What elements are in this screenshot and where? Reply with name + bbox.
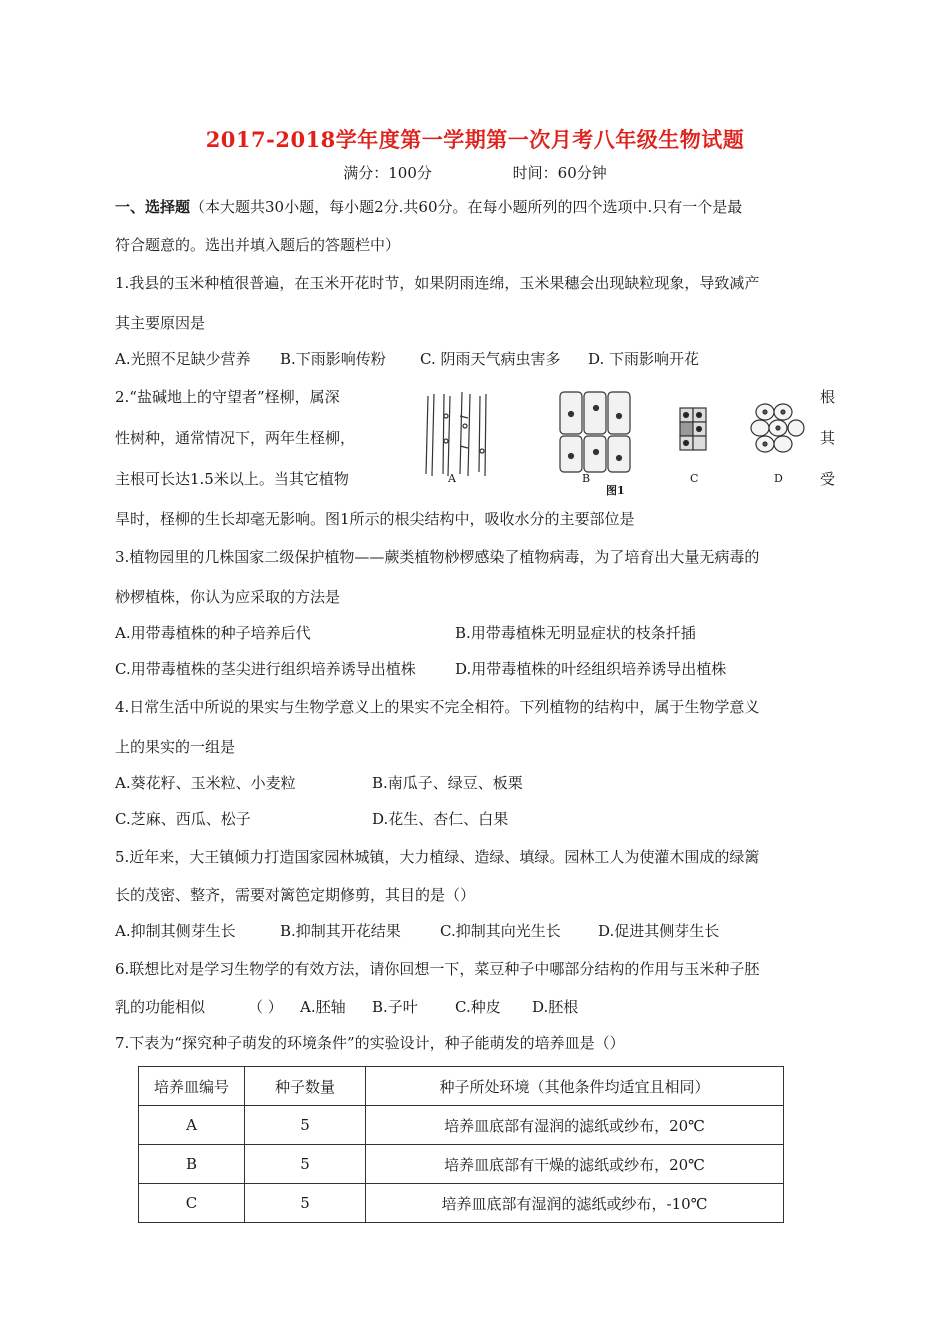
table-cell: 5	[245, 1145, 366, 1184]
q4-option-d: D.花生、杏仁、白果	[372, 810, 509, 828]
cell-diagram-a	[426, 392, 486, 476]
q6-option-a: A.胚轴	[300, 998, 346, 1016]
q5-stem-2: 长的茂密、整齐，需要对篱笆定期修剪，其目的是（）	[115, 886, 476, 904]
q6-option-b: B.子叶	[372, 998, 418, 1016]
q4-option-c: C.芝麻、西瓜、松子	[115, 810, 251, 828]
table-cell: A	[139, 1106, 245, 1145]
cell-diagram-c	[680, 408, 706, 450]
table-cell: 培养皿底部有湿润的滤纸或纱布，-10℃	[366, 1184, 784, 1223]
table-row	[139, 1145, 784, 1184]
q1-option-b: B.下雨影响传粉	[280, 350, 386, 368]
cell-diagram-b	[560, 392, 630, 472]
table-row	[139, 1184, 784, 1223]
q3-option-a: A.用带毒植株的种子培养后代	[115, 624, 311, 642]
table-cell: 5	[245, 1106, 366, 1145]
q3-option-b: B.用带毒植株无明显症状的枝条扦插	[455, 624, 696, 642]
q3-stem-2: 桫椤植株，你认为应采取的方法是	[115, 588, 341, 606]
q3-option-d: D.用带毒植株的叶经组织培养诱导出植株	[455, 660, 727, 678]
table-cell: 培养皿底部有湿润的滤纸或纱布，20℃	[366, 1106, 784, 1145]
root-tip-illustration	[410, 386, 815, 496]
exam-time: 时间：60分钟	[512, 164, 607, 182]
q3-option-c: C.用带毒植株的茎尖进行组织培养诱导出植株	[115, 660, 416, 678]
table-cell: 培养皿底部有干燥的滤纸或纱布，20℃	[366, 1145, 784, 1184]
figure-caption: 图1	[606, 484, 625, 497]
table-header-environment: 种子所处环境（其他条件均适宜且相同）	[366, 1067, 784, 1106]
q1-option-a: A.光照不足缺少营养	[115, 350, 251, 368]
section1-desc-1: （本大题共30小题，每小题2分.共60分。在每小题所列的四个选项中.只有一个是最	[190, 198, 743, 216]
cell-diagram-d	[751, 404, 804, 452]
exam-title: 2017-2018学年度第一学期第一次月考八年级生物试题	[205, 127, 745, 152]
q1-stem-2: 其主要原因是	[115, 314, 206, 332]
q7-experiment-table	[138, 1066, 784, 1223]
q2-stem-3-end: 受	[820, 470, 836, 488]
table-cell: B	[139, 1145, 245, 1184]
q4-stem-1: 4.日常生活中所说的果实与生物学意义上的果实不完全相符。下列植物的结构中，属于生物学意义	[115, 698, 760, 716]
q5-option-c: C.抑制其向光生长	[440, 922, 561, 940]
q7-stem-1: 7.下表为“探究种子萌发的环境条件”的实验设计，种子能萌发的培养皿是（）	[115, 1034, 625, 1052]
q2-stem-3: 主根可长达1.5米以上。当其它植物	[115, 470, 349, 488]
q6-option-c: C.种皮	[455, 998, 501, 1016]
q3-stem-1: 3.植物园里的几株国家二级保护植物——蕨类植物桫椤感染了植物病毒，为了培育出大量无病毒的	[115, 548, 760, 566]
figure-label-a: A	[448, 472, 456, 485]
q4-option-b: B.南瓜子、绿豆、板栗	[372, 774, 523, 792]
figure-label-c: C	[690, 472, 699, 485]
section1-intro	[115, 196, 840, 218]
figure-root-tip-cells	[410, 386, 815, 496]
q5-option-d: D.促进其侧芽生长	[598, 922, 720, 940]
q2-stem-4: 旱时，柽柳的生长却毫无影响。图1所示的根尖结构中，吸收水分的主要部位是	[115, 510, 635, 528]
exam-meta	[0, 162, 950, 183]
q6-option-d: D.胚根	[532, 998, 579, 1016]
table-cell: C	[139, 1184, 245, 1223]
table-cell: 5	[245, 1184, 366, 1223]
table-header-seed-count: 种子数量	[245, 1067, 366, 1106]
table-header-dish: 培养皿编号	[139, 1067, 245, 1106]
section1-desc-2: 符合题意的。选出并填入题后的答题栏中）	[115, 236, 401, 254]
q2-stem-1-end: 根	[820, 388, 836, 406]
section1-heading: 一、选择题	[115, 198, 191, 216]
q5-option-b: B.抑制其开花结果	[280, 922, 401, 940]
table-header-row	[139, 1067, 784, 1106]
q4-option-a: A.葵花籽、玉米粒、小麦粒	[115, 774, 296, 792]
q6-answer-blank: （ ）	[248, 998, 283, 1016]
q6-stem-1: 6.联想比对是学习生物学的有效方法，请你回想一下，菜豆种子中哪部分结构的作用与玉米种子胚	[115, 960, 760, 978]
q1-option-d: D. 下雨影响开花	[588, 350, 700, 368]
table-row	[139, 1106, 784, 1145]
q2-stem-1: 2.“盐碱地上的守望者”柽柳，属深	[115, 388, 340, 406]
q5-stem-1: 5.近年来，大王镇倾力打造国家园林城镇，大力植绿、造绿、填绿。园林工人为使灌木围成的绿篱	[115, 848, 760, 866]
figure-label-b: B	[582, 472, 591, 485]
q4-stem-2: 上的果实的一组是	[115, 738, 236, 756]
q2-stem-2-end: 其	[820, 429, 836, 447]
q2-stem-2: 性树种，通常情况下，两年生柽柳，	[115, 429, 356, 447]
q5-option-a: A.抑制其侧芽生长	[115, 922, 236, 940]
full-score: 满分：100分	[343, 164, 432, 182]
q1-option-c: C. 阴雨天气病虫害多	[420, 350, 561, 368]
figure-label-d: D	[774, 472, 783, 485]
q6-stem-2: 乳的功能相似	[115, 998, 206, 1016]
q1-stem-1: 1.我县的玉米种植很普遍，在玉米开花时节，如果阴雨连绵，玉米果穗会出现缺粒现象，导致减产	[115, 274, 760, 292]
